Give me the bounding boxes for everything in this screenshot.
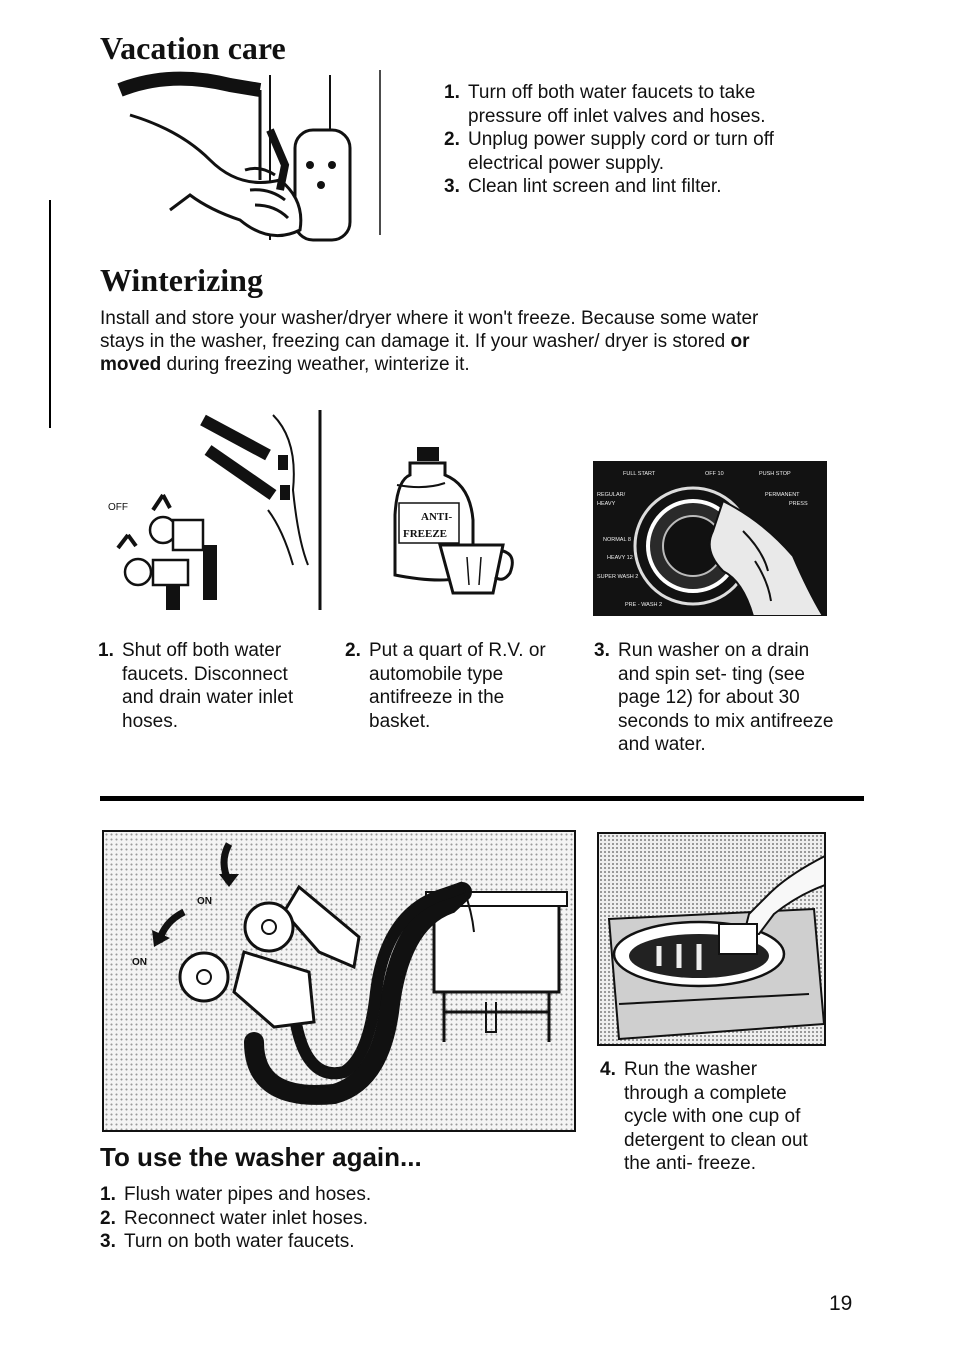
panel-heavy: HEAVY [597,501,616,507]
use-again-step-4 [600,1058,815,1176]
list-item: 2. Put a quart of R.V. or automobile type antifreeze in the basket. [345,640,546,732]
winterizing-step-2 [345,639,567,733]
winterizing-step-3 [594,639,834,757]
panel-super-wash: SUPER WASH 2 [597,574,639,580]
panel-pre-wash: PRE - WASH 2 [625,602,663,608]
faucets-on-photo [102,830,576,1132]
on-label-lower: ON [132,957,147,968]
faucet-disconnect-illustration [108,400,330,615]
control-panel-photo [593,461,827,616]
list-item: 1. Shut off both water faucets. Disconnect and drain water inlet hoses. [98,640,294,732]
list-item: 3. Run washer on a drain and spin set- ting (see page 12) for about 30 seconds to mix antifreeze and water. [594,640,834,755]
detergent-pour-photo [597,832,826,1046]
section-divider [100,796,864,801]
change-bar [49,200,51,428]
winterizing-title: Winterizing [100,262,263,298]
panel-heavy-12: HEAVY 12 [607,555,633,561]
on-label-upper: ON [197,896,212,907]
unplug-cord-illustration [110,70,400,250]
panel-regular: REGULAR/ [597,492,626,498]
list-item: 2. Reconnect water inlet hoses. [100,1207,368,1229]
use-again-steps [100,1183,520,1254]
list-item: 3. Turn on both water faucets. [100,1231,355,1252]
use-again-title: To use the washer again... [100,1142,422,1172]
list-item: 3. Clean lint screen and lint filter. [444,176,722,197]
list-item: 2. Unplug power supply cord or turn off electrical power supply. [444,129,774,174]
panel-push-stop: PUSH STOP [759,471,791,477]
vacation-steps [444,81,774,199]
winterizing-intro: Install and store your washer/dryer where it won't freeze. Because some water stays in the washer, freezing can damage it. If your washer/ dryer is stored or moved during freezing weather, winterize it. [100,308,759,375]
list-item: 1. Flush water pipes and hoses. [100,1184,372,1205]
winterizing-step-1 [98,639,323,733]
panel-permanent: PERMANENT [765,492,800,498]
off-label: OFF [108,502,128,513]
page-number: 19 [829,1292,853,1315]
bottle-label-line1: ANTI- [421,511,453,523]
list-item: 1. Turn off both water faucets to take pressure off inlet valves and hoses. [444,82,766,127]
vacation-title: Vacation care [100,30,286,66]
antifreeze-illustration [385,445,520,600]
panel-full-start: FULL START [623,471,656,477]
panel-off-10: OFF 10 [705,471,724,477]
panel-press: PRESS [789,501,808,507]
panel-normal: NORMAL 8 [603,537,631,543]
bottle-label-line2: FREEZE [403,528,448,540]
list-item: 4. Run the washer through a complete cycle with one cup of detergent to clean out the anti- freeze. [600,1059,808,1174]
